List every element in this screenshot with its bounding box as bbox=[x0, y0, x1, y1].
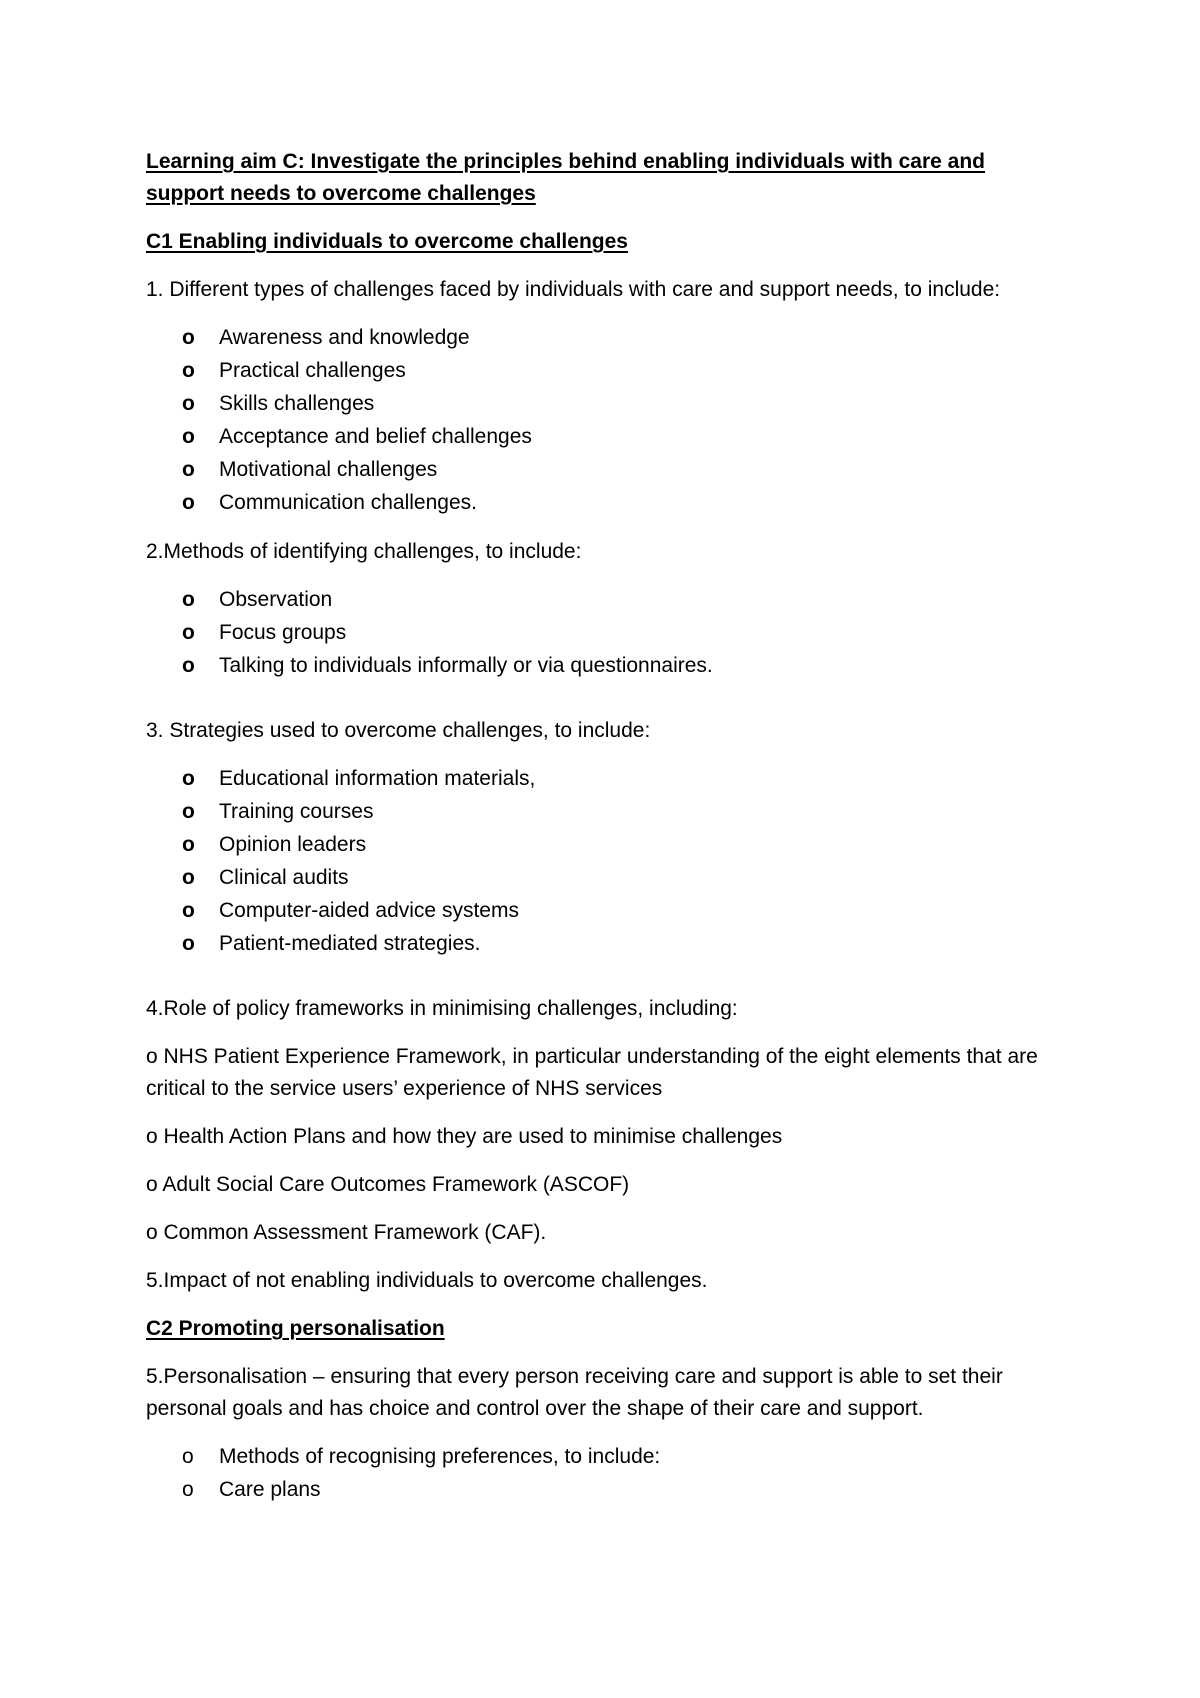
bullet-icon: o bbox=[182, 800, 195, 823]
list-item: o Clinical audits bbox=[146, 862, 1086, 895]
bullet-icon: o bbox=[182, 392, 195, 415]
personalisation-intro: 5.Personalisation – ensuring that every person receiving care and support is able to set their personal goals and has choice and control over the shape of their care and support. bbox=[146, 1365, 1003, 1420]
list-item: o Awareness and knowledge bbox=[146, 322, 1086, 355]
policy-framework-nhs: o NHS Patient Experience Framework, in particular understanding of the eight elements that are critical to the service users’ experience of NHS services bbox=[146, 1045, 1038, 1100]
list-item: o Acceptance and belief challenges bbox=[146, 421, 1086, 454]
blank-line bbox=[146, 977, 1086, 993]
bullet-icon: o bbox=[182, 491, 195, 514]
list-item: o Training courses bbox=[146, 796, 1086, 829]
blank-line bbox=[146, 699, 1086, 715]
bullet-icon: o bbox=[182, 767, 195, 790]
list-item: o Patient-mediated strategies. bbox=[146, 928, 1086, 961]
list-item: o Computer-aided advice systems bbox=[146, 895, 1086, 928]
section-5-impact: 5.Impact of not enabling individuals to overcome challenges. bbox=[146, 1269, 708, 1292]
learning-aim-title bbox=[146, 146, 1086, 210]
bullet-icon: o bbox=[182, 654, 195, 677]
list-item: o Methods of recognising preferences, to include: bbox=[146, 1441, 1086, 1474]
policy-framework-ascof: o Adult Social Care Outcomes Framework (ASCOF) bbox=[146, 1173, 630, 1196]
bullet-icon: o bbox=[182, 425, 195, 448]
policy-framework-caf: o Common Assessment Framework (CAF). bbox=[146, 1221, 547, 1244]
section-1-intro: 1. Different types of challenges faced by individuals with care and support needs, to include: bbox=[146, 278, 1001, 301]
bullet-icon: o bbox=[182, 359, 195, 382]
learning-aim-title-line-1: Learning aim C: Investigate the principles behind enabling individuals with care and bbox=[146, 150, 985, 173]
list-item: o Communication challenges. bbox=[146, 487, 1086, 520]
bullet-icon: o bbox=[182, 458, 195, 481]
list-item: o Focus groups bbox=[146, 617, 1086, 650]
bullet-icon: o bbox=[182, 621, 195, 644]
list-item: o Care plans bbox=[146, 1474, 1086, 1507]
section-4-intro: 4.Role of policy frameworks in minimising challenges, including: bbox=[146, 997, 738, 1020]
bullet-icon: o bbox=[182, 833, 195, 856]
document-page bbox=[146, 146, 1086, 1523]
bullet-icon: o bbox=[182, 899, 195, 922]
list-item: o Observation bbox=[146, 584, 1086, 617]
section-2-intro: 2.Methods of identifying challenges, to include: bbox=[146, 540, 582, 563]
challenge-types-list bbox=[146, 322, 1086, 520]
list-item: o Skills challenges bbox=[146, 388, 1086, 421]
bullet-icon: o bbox=[182, 866, 195, 889]
bullet-icon: o bbox=[182, 588, 195, 611]
strategies-list bbox=[146, 763, 1086, 961]
bullet-icon: o bbox=[182, 932, 195, 955]
list-item: o Motivational challenges bbox=[146, 454, 1086, 487]
learning-aim-title-line-2: support needs to overcome challenges bbox=[146, 182, 536, 205]
identification-methods-list bbox=[146, 584, 1086, 683]
policy-framework-health-action-plans: o Health Action Plans and how they are used to minimise challenges bbox=[146, 1125, 783, 1148]
section-heading-c1: C1 Enabling individuals to overcome challenges bbox=[146, 230, 628, 253]
list-item: o Educational information materials, bbox=[146, 763, 1086, 796]
list-item: o Opinion leaders bbox=[146, 829, 1086, 862]
list-item: o Practical challenges bbox=[146, 355, 1086, 388]
list-item: o Talking to individuals informally or via questionnaires. bbox=[146, 650, 1086, 683]
bullet-icon: o bbox=[182, 326, 195, 349]
bullet-icon: o bbox=[182, 1478, 194, 1501]
personalisation-list bbox=[146, 1441, 1086, 1507]
bullet-icon: o bbox=[182, 1445, 194, 1468]
section-heading-c2: C2 Promoting personalisation bbox=[146, 1317, 445, 1340]
section-3-intro: 3. Strategies used to overcome challenges, to include: bbox=[146, 719, 651, 742]
